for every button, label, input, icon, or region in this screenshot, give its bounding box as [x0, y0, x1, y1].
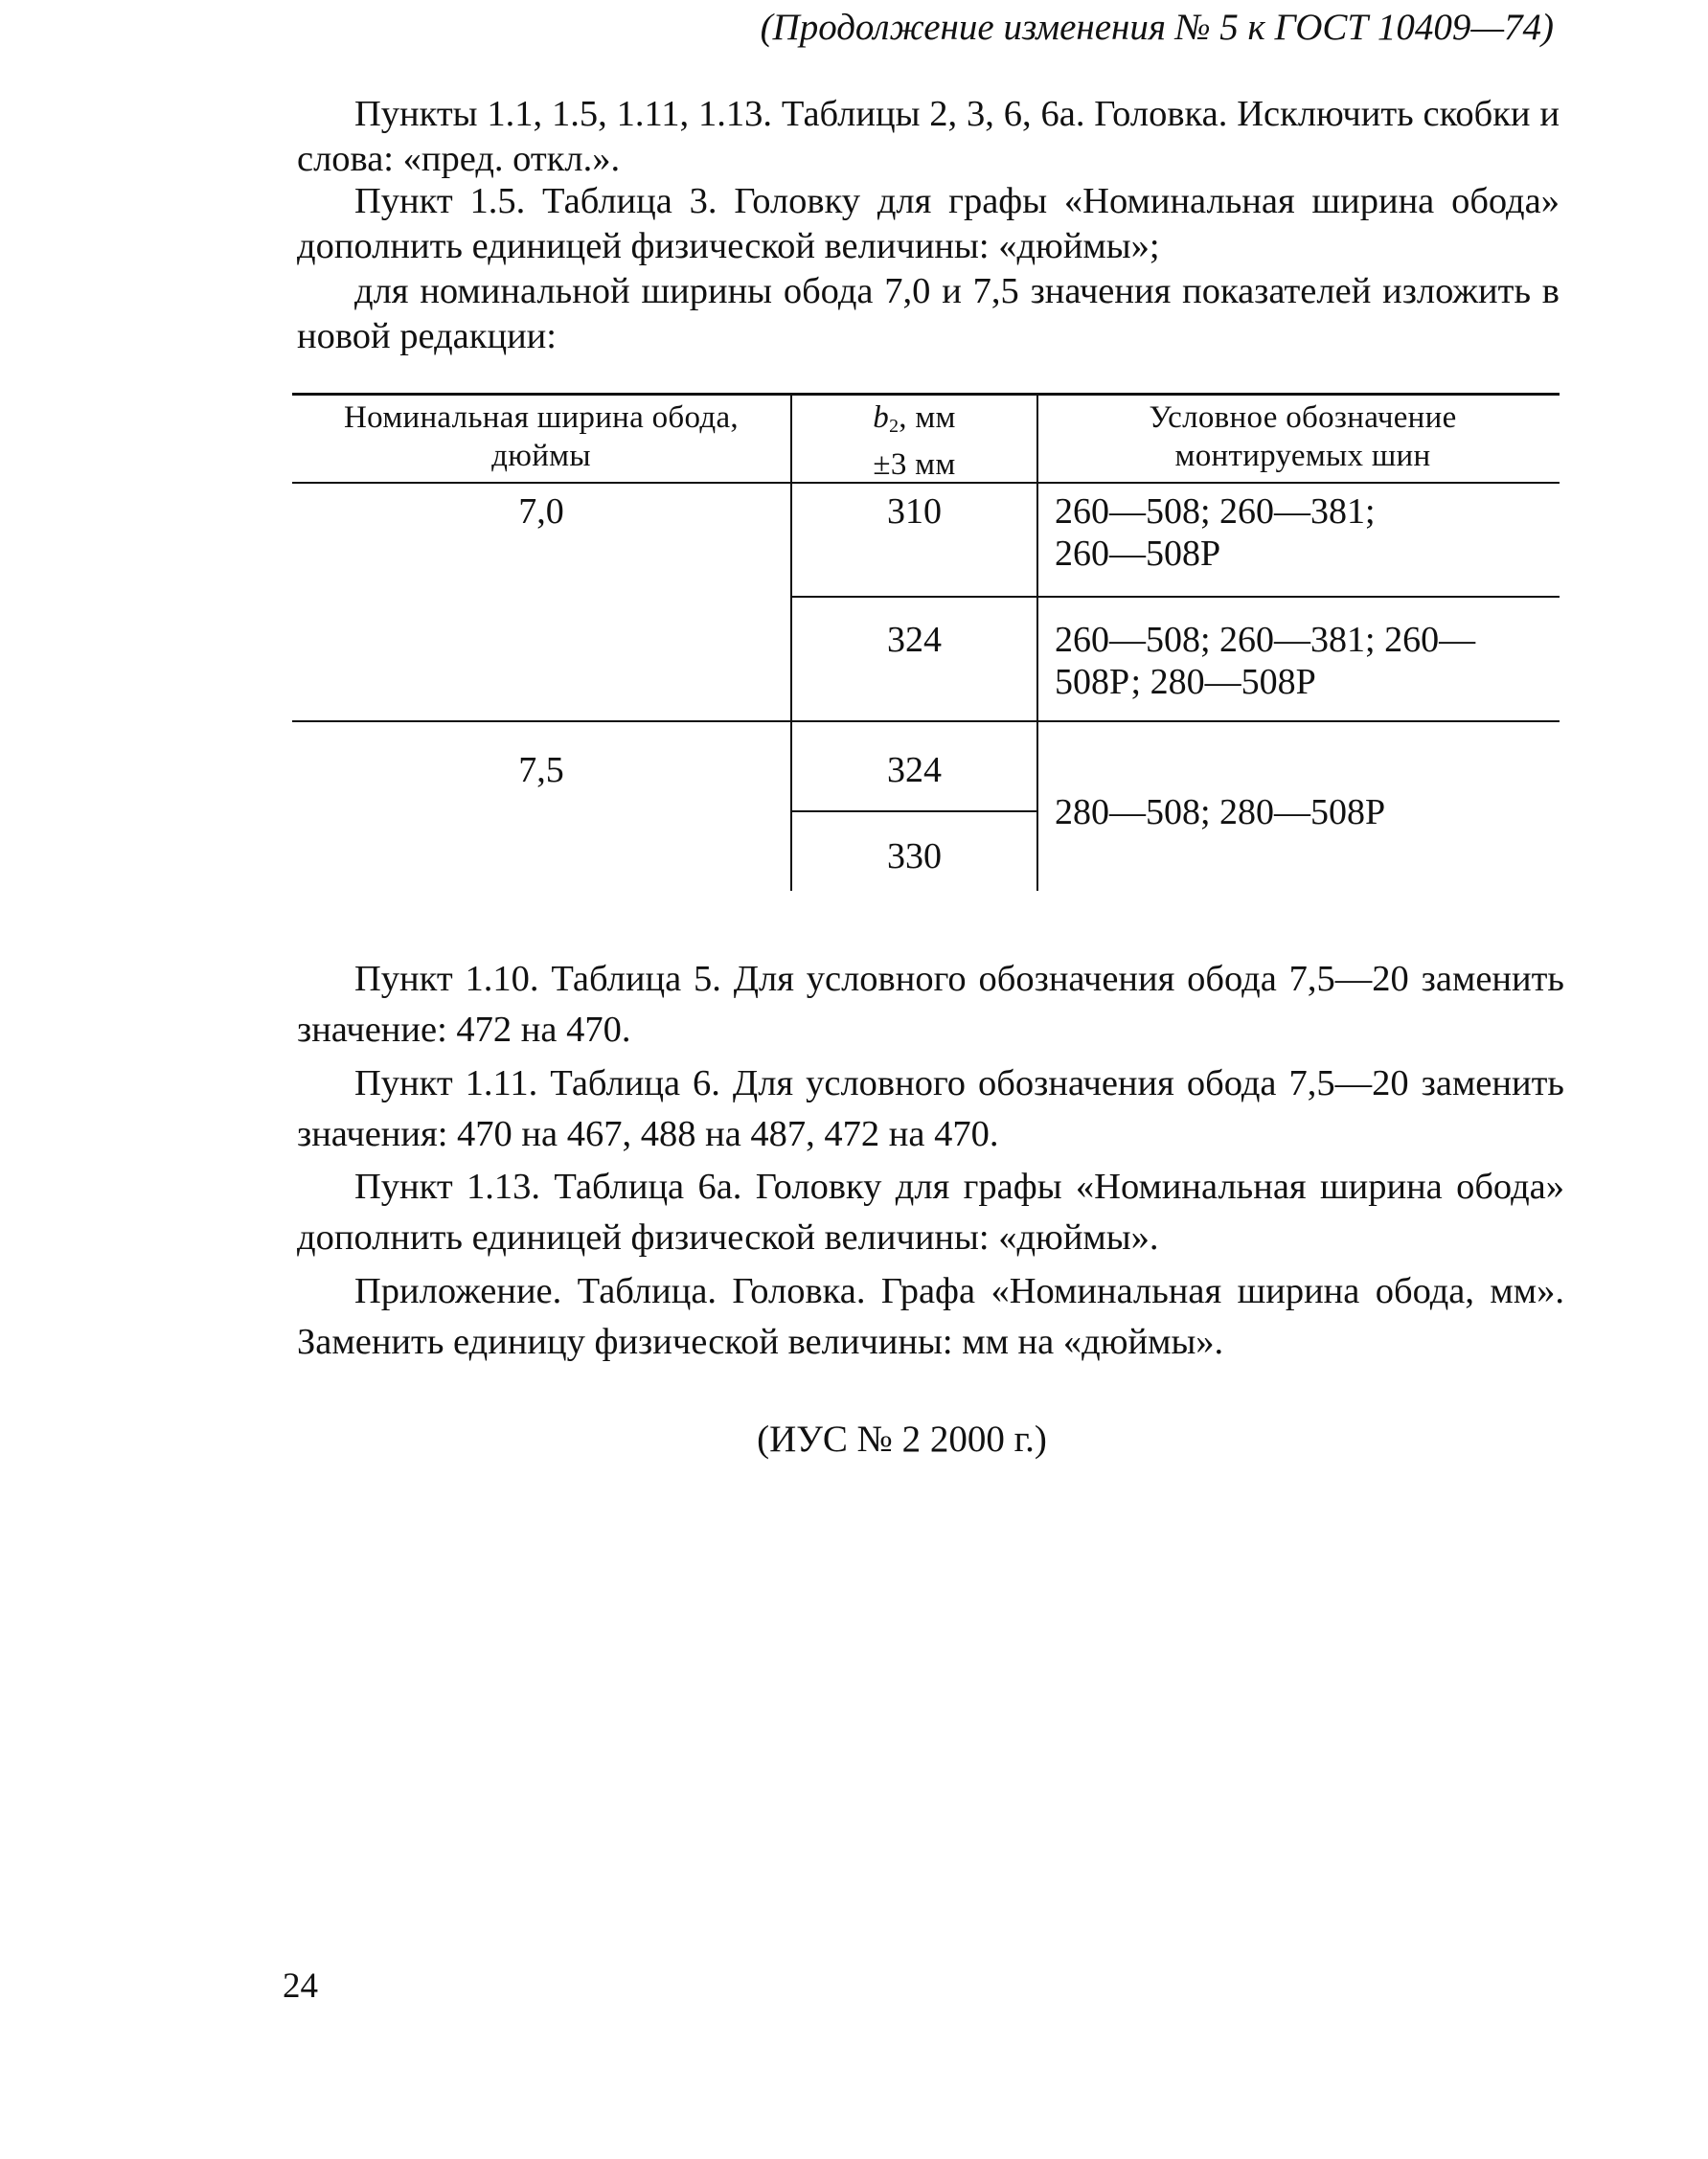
table-col-rule: [1036, 393, 1038, 891]
header-b2-tolerance: ±3 мм: [873, 446, 956, 482]
cell-tires: 280—508; 280—508Р: [1055, 792, 1386, 832]
paragraph-1: Пункты 1.1, 1.5, 1.11, 1.13. Таблицы 2, 3, 6, 6а. Головка. Исключить скобки и слова: «пред. откл.».: [297, 94, 1560, 179]
paragraph-3: для номинальной ширины обода 7,0 и 7,5 значения показателей изложить в новой редакции:: [297, 271, 1560, 356]
cell-tires: 260—508; 260—381; 260—508Р; 280—508Р: [1055, 620, 1476, 702]
paragraph-6: Пункт 1.13. Таблица 6а. Головку для графы «Номинальная ширина обода» дополнить единицей физической величины: «дюймы».: [297, 1167, 1564, 1258]
cell-b2: 310: [887, 491, 942, 532]
page-number: 24: [283, 1966, 318, 2006]
table-top-rule: [292, 393, 1560, 396]
cell-b2: 324: [887, 620, 942, 660]
rim-table: [292, 393, 1560, 891]
header-b2-unit: , мм: [899, 400, 956, 435]
table-row-rule: [790, 596, 1560, 598]
paragraph-5: Пункт 1.11. Таблица 6. Для условного обозначения обода 7,5—20 заменить значения: 470 на 467, 488 на 487, 472 на 470.: [297, 1063, 1564, 1154]
header-rim-width: Номинальная ширина обода, дюймы: [344, 400, 739, 473]
header-tire-designation: Условное обозначение монтируемых шин: [1149, 400, 1457, 473]
cell-rim-width: 7,5: [518, 750, 564, 790]
cell-rim-width: 7,0: [518, 491, 564, 532]
paragraph-7: Приложение. Таблица. Головка. Графа «Номинальная ширина обода, мм». Заменить единицу физической величины: мм на «дюймы».: [297, 1271, 1564, 1362]
cell-tires: 260—508; 260—381; 260—508Р: [1055, 491, 1376, 574]
paragraph-4: Пункт 1.10. Таблица 5. Для условного обозначения обода 7,5—20 заменить значение: 472 на 470.: [297, 959, 1564, 1050]
table-row-rule: [790, 810, 1036, 812]
running-header: (Продолжение изменения № 5 к ГОСТ 10409—74): [760, 7, 1554, 48]
paragraph-2: Пункт 1.5. Таблица 3. Головку для графы «Номинальная ширина обода» дополнить единицей физической величины: «дюймы»;: [297, 181, 1560, 266]
cell-b2: 330: [887, 836, 942, 876]
header-b2-symbol: b: [873, 400, 890, 435]
table-group-rule: [292, 720, 1560, 722]
header-b2: [792, 398, 1036, 484]
source-note: (ИУС № 2 2000 г.): [757, 1419, 1047, 1460]
header-b2-subscript: 2: [889, 415, 900, 437]
cell-b2: 324: [887, 750, 942, 790]
